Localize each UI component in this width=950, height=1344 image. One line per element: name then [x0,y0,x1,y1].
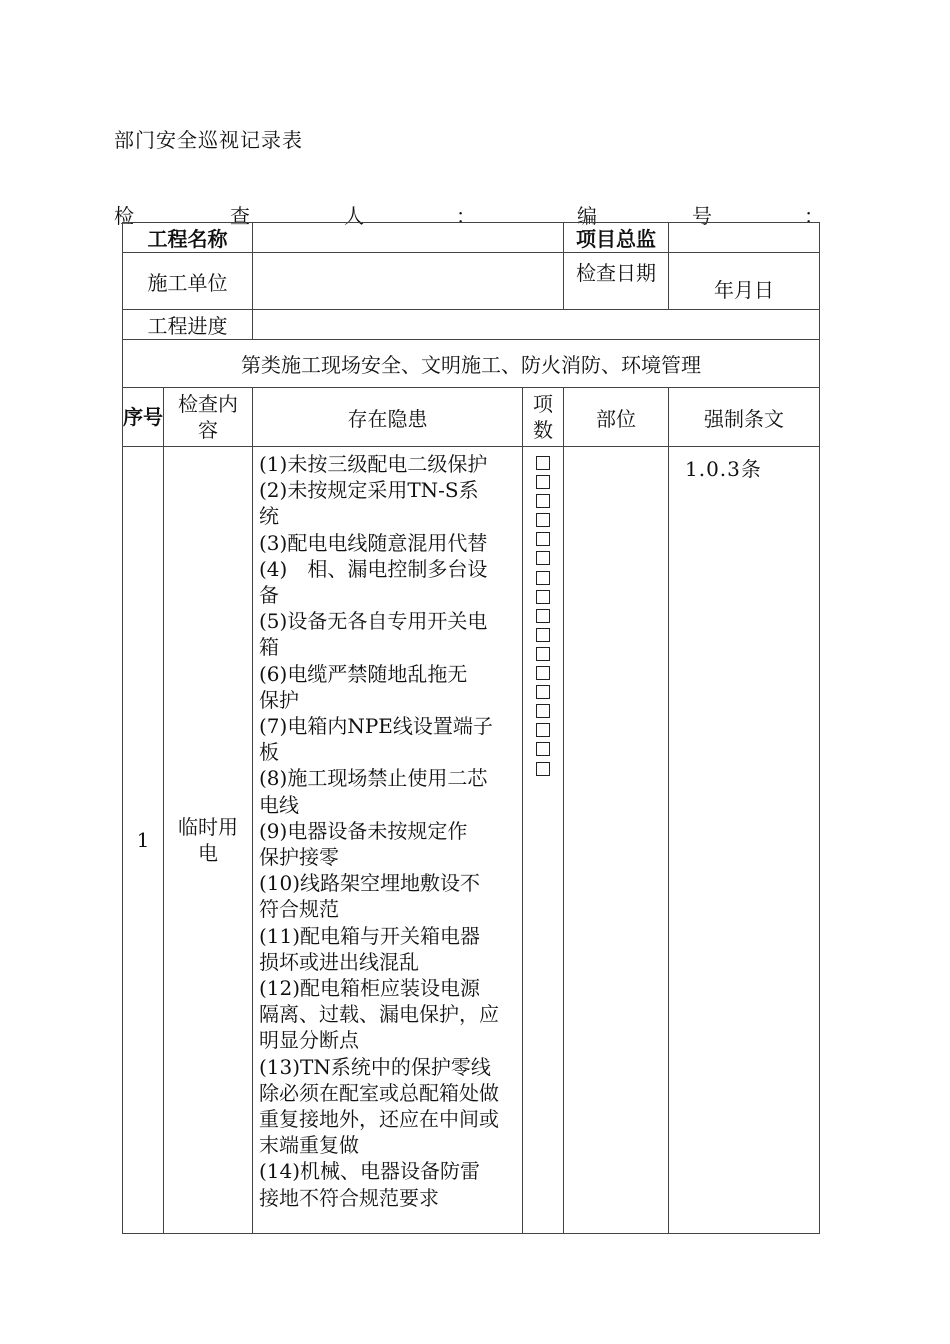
hazard-checkbox[interactable] [536,762,550,776]
hazard-line: 末端重复做 [259,1133,359,1158]
construction-unit-value[interactable] [253,253,564,310]
category-title: 第类施工现场安全、文明施工、防火消防、环境管理 [123,340,820,388]
number-char: 号 [692,204,712,228]
hazard-line: (3)配电电线随意混用代替 [259,530,488,555]
project-name-value[interactable] [253,223,564,253]
hazard-line: (5)设备无各自专用开关电 [259,609,488,634]
hazard-line: 明显分断点 [259,1028,359,1053]
progress-value[interactable] [253,310,820,340]
column-header-seq: 序号 [123,388,164,447]
hazard-checkbox[interactable] [536,513,550,527]
row-clause: 1.0.3条 [669,447,820,1234]
hazard-line: 板 [259,740,279,765]
inspector-colon: ： [456,204,476,228]
progress-label: 工程进度 [123,310,253,340]
hazard-line: 重复接地外，还应在中间或 [259,1107,499,1132]
hazard-checkbox[interactable] [536,475,550,489]
hazard-checkbox[interactable] [536,609,550,623]
inspection-date-value[interactable]: 年月日 [669,253,820,310]
hazard-line: 统 [259,504,279,529]
inspection-date-label: 检查日期 [564,253,669,310]
hazard-checkbox[interactable] [536,685,550,699]
hazard-line: (2)未按规定采用TN-S系 [259,478,479,503]
hazard-checkbox[interactable] [536,666,550,680]
project-director-label: 项目总监 [564,223,669,253]
hazard-checkbox[interactable] [536,494,550,508]
hazard-line: 除必须在配室或总配箱处做 [259,1080,499,1105]
hazard-line: (12)配电箱柜应装设电源 [259,976,481,1001]
hazard-checkbox[interactable] [536,532,550,546]
inspector-char: 人 [344,204,364,228]
construction-unit-label: 施工单位 [123,253,253,310]
hazard-line: (1)未按三级配电二级保护 [259,452,488,476]
row-seq: 1 [123,447,164,1234]
column-header-content: 检查内容 [164,388,253,447]
hazard-line: (10)线路架空埋地敷设不 [259,871,481,896]
hazard-line: (7)电箱内NPE线设置端子 [259,714,493,739]
hazard-line: 备 [259,583,279,608]
hazard-checkbox[interactable] [536,590,550,604]
inspector-number-line [114,200,824,228]
hazard-line: (13)TN系统中的保护零线 [259,1054,491,1079]
hazard-line: 符合规范 [259,897,339,922]
hazard-line: 电线 [259,792,299,817]
row-location[interactable] [564,447,669,1234]
column-header-clause: 强制条文 [669,388,820,447]
hazard-checkbox[interactable] [536,723,550,737]
hazard-line: 隔离、过载、漏电保护，应 [259,1002,499,1027]
column-header-hazards: 存在隐患 [253,388,523,447]
hazard-line: 保护接零 [259,845,339,870]
hazard-line: 损坏或进出线混乱 [259,949,419,974]
hazard-line: (8)施工现场禁止使用二芯 [259,766,488,791]
inspector-char: 查 [230,204,250,228]
inspection-table [122,222,820,1234]
form-title: 部门安全巡视记录表 [114,128,303,152]
project-director-value[interactable] [669,223,820,253]
inspector-char: 检 [114,204,134,228]
number-char: 编 [577,204,597,228]
hazard-checkbox[interactable] [536,704,550,718]
hazard-line: (11)配电箱与开关箱电器 [259,923,481,948]
hazard-checkbox[interactable] [536,571,550,585]
hazard-line: (6)电缆严禁随地乱拖无 [259,661,468,686]
hazard-line: 接地不符合规范要求 [259,1185,439,1210]
column-header-location: 部位 [564,388,669,447]
hazard-line: 保护 [259,687,299,712]
hazard-line: (4) 相、漏电控制多台设 [259,556,488,581]
hazard-line: (14)机械、电器设备防雷 [259,1159,481,1184]
hazard-line: (9)电器设备未按规定作 [259,818,468,843]
hazard-checkbox-column [523,447,564,1234]
hazard-line: 箱 [259,635,279,660]
hazard-checkbox[interactable] [536,456,550,470]
hazard-checkbox[interactable] [536,742,550,756]
hazard-checkbox[interactable] [536,647,550,661]
hazard-checkbox[interactable] [536,628,550,642]
project-name-label: 工程名称 [123,223,253,253]
number-colon: ： [804,204,824,228]
hazard-checkbox[interactable] [536,551,550,565]
row-content: 临时用电 [164,447,253,1234]
column-header-count: 项数 [523,388,564,447]
hazard-list [253,447,523,1234]
